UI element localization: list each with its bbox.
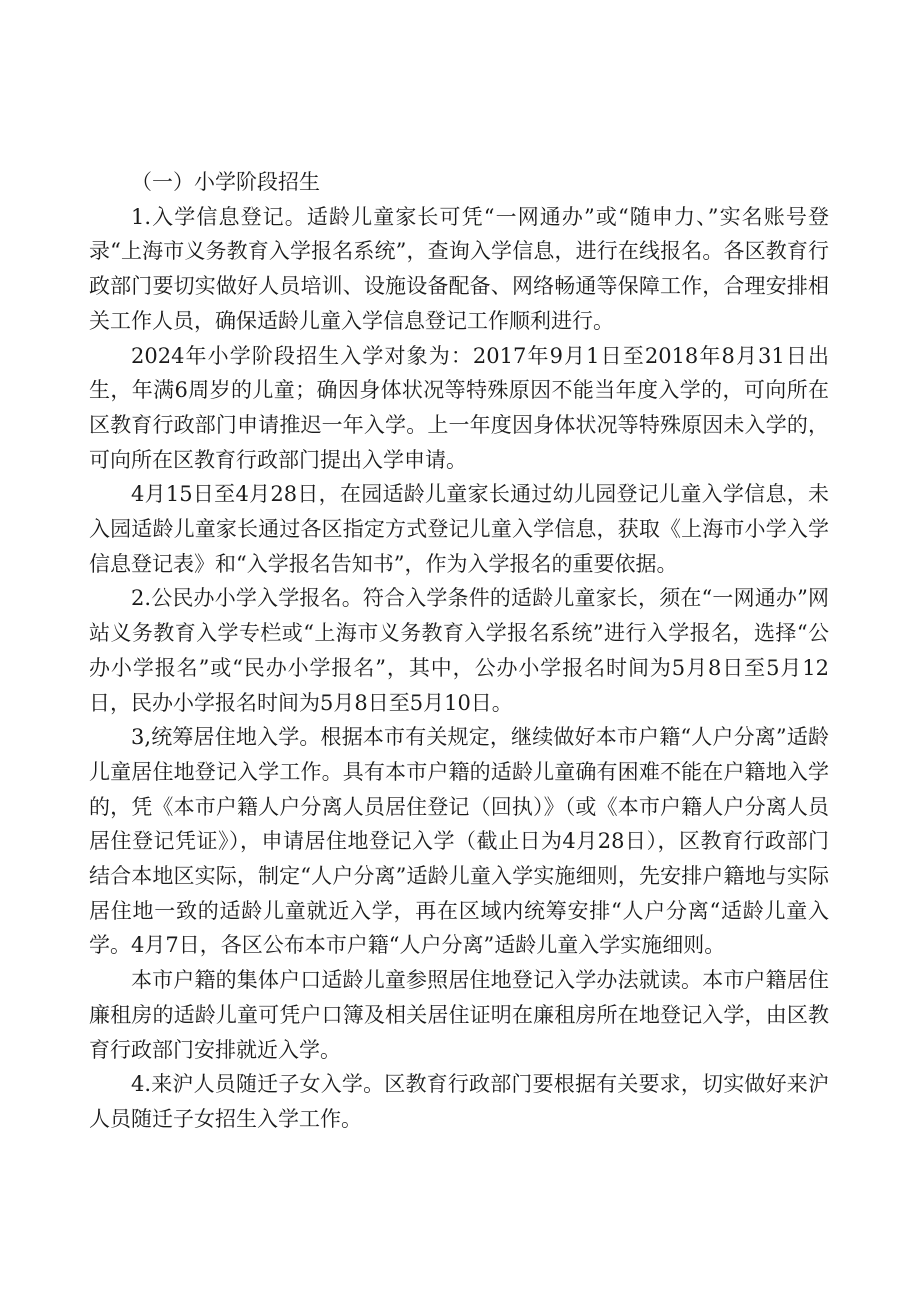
paragraph-migrant-children: 4.来沪人员随迁子女入学。区教育行政部门要根据有关要求，切实做好来沪人员随迁子女招生入学工作。 — [89, 1072, 829, 1131]
paragraph-enrollment: 2.公民办小学入学报名。符合入学条件的适龄儿童家长，须在“一网通办”网站义务教育入学专栏或“上海市义务教育入学报名系统”进行入学报名，选择“公办小学报名”或“民办小学报名”，其中，公办小学报名时间为5月8日至5月12日，民办小学报名时间为5月8日至5月10日。 — [89, 586, 829, 715]
paragraph-registration-dates: 4月15日至4月28日，在园适龄儿童家长通过幼儿园登记儿童入学信息，未入园适龄儿童家长通过各区指定方式登记儿童入学信息，获取《上海市小学入学信息登记表》和“入学报名告知书”，作为入学报名的重要依据。 — [89, 482, 829, 576]
paragraph-eligibility: 2024年小学阶段招生入学对象为：2017年9月1日至2018年8月31日出生，年满6周岁的儿童；确因身体状况等特殊原因不能当年度入学的，可向所在区教育行政部门申请推迟一年入学。上一年度因身体状况等特殊原因未入学的，可向所在区教育行政部门提出入学申请。 — [89, 343, 829, 472]
paragraph-residence: 3,统筹居住地入学。根据本市有关规定，继续做好本市户籍“人户分离”适龄儿童居住地登记入学工作。具有本市户籍的适龄儿童确有困难不能在户籍地入学的，凭《本市户籍人户分离人员居住登记（回执）》（或《本市户籍人户分离人员居住登记凭证》），申请居住地登记入学（截止日为4月28日），区教育行政部门结合本地区实际，制定“人户分离”适龄儿童入学实施细则，先安排户籍地与实际居住地一致的适龄儿童就近入学，再在区域内统筹安排“人户分离“适龄儿童入学。4月7日，各区公布本市户籍“人户分离”适龄儿童入学实施细则。 — [89, 725, 829, 958]
section-heading: （一）小学阶段招生 — [131, 170, 320, 194]
paragraph-registration: 1.入学信息登记。适龄儿童家长可凭“一网通办”或“随申力、”实名账号登录“上海市义务教育入学报名系统”，查询入学信息，进行在线报名。各区教育行政部门要切实做好人员培训、设施设备配备、网络畅通等保障工作，合理安排相关工作人员，确保适龄儿童入学信息登记工作顺利进行。 — [89, 204, 829, 333]
document-body — [89, 165, 829, 1137]
paragraph-collective-hukou: 本市户籍的集体户口适龄儿童参照居住地登记入学办法就读。本市户籍居住廉租房的适龄儿童可凭户口簿及相关居住证明在廉租房所在地登记入学，由区教育行政部门安排就近入学。 — [89, 968, 829, 1062]
